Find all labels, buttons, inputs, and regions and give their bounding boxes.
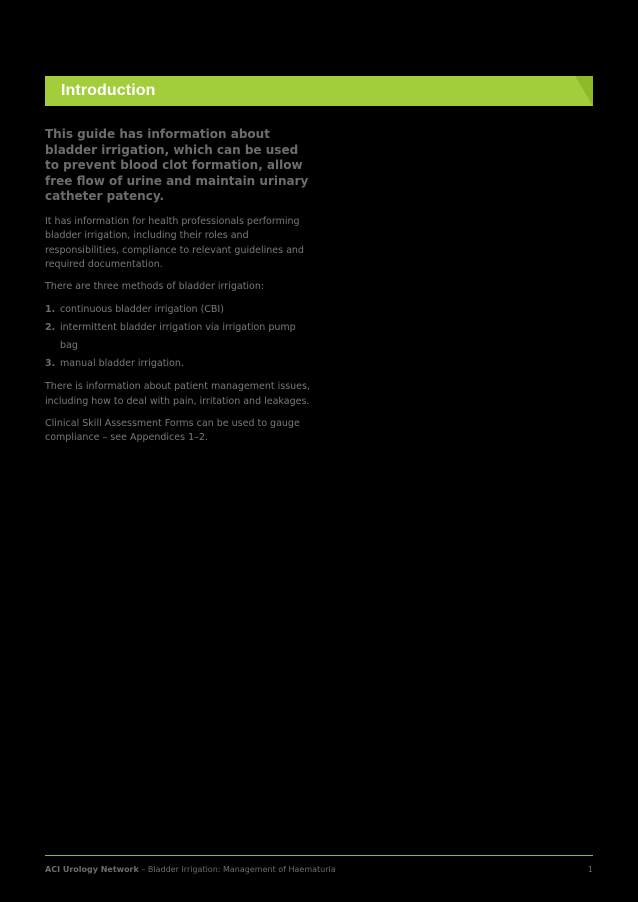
footer-document-title: – Bladder Irrigation: Management of Haematuria <box>138 865 336 874</box>
list-item <box>45 301 315 319</box>
footer-org: ACI Urology Network <box>45 865 139 874</box>
list-item-number: 1. <box>45 304 56 316</box>
footer-divider <box>45 855 593 856</box>
audience-paragraph: It has information for health professionals performing bladder irrigation, including their roles and responsibilities, compliance to relevant guidelines and required documentation. <box>45 215 304 271</box>
footer-running-title <box>45 864 336 876</box>
assessment-paragraph: Clinical Skill Assessment Forms can be used to gauge compliance – see Appendices 1–2. <box>45 417 300 444</box>
list-item <box>45 319 315 355</box>
list-item-text: intermittent bladder irrigation via irrigation pump bag <box>60 322 296 352</box>
list-item-number: 3. <box>45 358 56 370</box>
page-number: 1 <box>587 865 593 874</box>
page-footer <box>45 864 593 876</box>
list-item-text: manual bladder irrigation. <box>60 358 184 370</box>
list-item <box>45 355 315 373</box>
methods-list <box>45 301 315 373</box>
management-paragraph: There is information about patient management issues, including how to deal with pain, irritation and leakages. <box>45 381 310 408</box>
lead-paragraph: This guide has information about bladder irrigation, which can be used to prevent blood clot formation, allow free flow of urine and maintain urinary catheter patency. <box>45 127 309 203</box>
methods-intro-paragraph: There are three methods of bladder irrigation: <box>45 280 265 292</box>
banner-corner-tab <box>575 76 593 106</box>
list-item-text: continuous bladder irrigation (CBI) <box>60 304 224 316</box>
section-title: Introduction <box>61 82 156 99</box>
intro-content <box>45 127 310 453</box>
list-item-number: 2. <box>45 322 56 334</box>
section-banner <box>45 76 593 106</box>
